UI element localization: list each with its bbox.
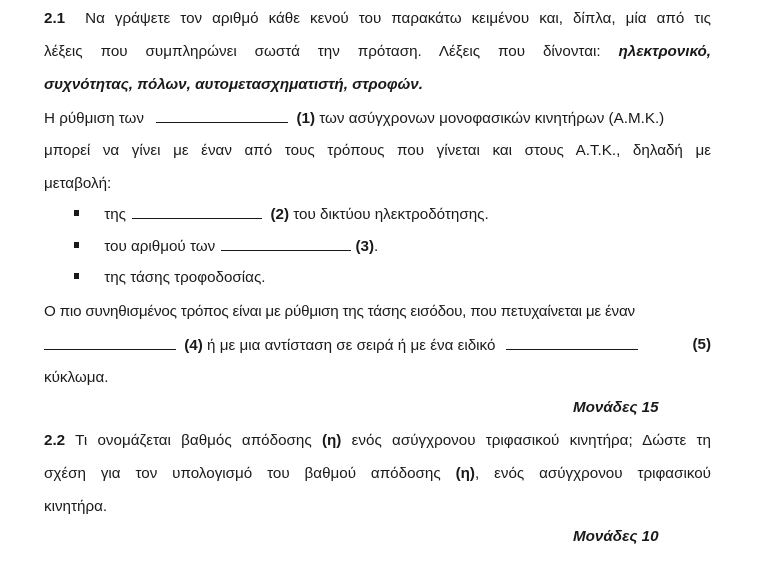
paragraph-line-1: Η ρύθμιση των (1) των ασύγχρονων μονοφασικών κινητήρων (Α.Μ.Κ.) (44, 110, 665, 127)
paragraph-line-2: μπορεί να γίνει με έναν από τους τρόπους που γίνεται και στους Α.Τ.Κ., δηλαδή με (44, 142, 711, 159)
bullet-item-3: της τάσης τροφοδοσίας. (74, 268, 266, 288)
blank-1 (156, 108, 288, 123)
paragraph-line-4: Ο πιο συνηθισμένος τρόπος είναι με ρύθμιση της τάσης εισόδου, που πετυχαίνεται με έναν (44, 303, 635, 320)
blank-3 (221, 236, 351, 251)
square-bullet-icon (74, 242, 79, 248)
blank-5 (506, 335, 638, 350)
given-words: ηλεκτρονικό, (618, 43, 711, 60)
bullet-item-2: του αριθμού των (3). (74, 236, 378, 257)
paragraph-line-3: μεταβολή: (44, 175, 112, 192)
q22-line-3: κινητήρα. (44, 498, 108, 515)
blank-4 (44, 335, 176, 350)
marks-10: Μονάδες 10 (573, 528, 659, 545)
q21-number: 2.1 (44, 10, 66, 27)
marks-15: Μονάδες 15 (573, 399, 659, 416)
bullet-item-1: της (2) του δικτύου ηλεκτροδότησης. (74, 204, 489, 225)
paragraph-line-5: (4) ή με μια αντίσταση σε σειρά ή με ένα ειδικό (5) (44, 335, 711, 356)
square-bullet-icon (74, 210, 79, 216)
q21-line-1: 2.1 Να γράψετε τον αριθμό κάθε κενού του παρακάτω κειμένου και, δίπλα, μία από τις (44, 10, 711, 27)
q21-line-3 (44, 75, 711, 95)
given-words-cont: συχνότητας, πόλων, αυτομετασχηματιστή, στροφών. (44, 76, 423, 93)
blank-2 (132, 204, 262, 219)
q22-line-2: σχέση για τον υπολογισμό του βαθμού απόδοσης (η), ενός ασύγχρονου τριφασικού (44, 465, 711, 482)
q21-line-2: λέξεις που συμπληρώνει σωστά την πρόταση. Λέξεις που δίνονται: ηλεκτρονικό, (44, 43, 711, 60)
paragraph-line-6: κύκλωμα. (44, 369, 109, 386)
square-bullet-icon (74, 273, 79, 279)
q22-number: 2.2 (44, 432, 66, 449)
q22-line-1: 2.2 Τι ονομάζεται βαθμός απόδοσης (η) ενός ασύγχρονου τριφασικού κινητήρα; Δώστε τη (44, 432, 711, 449)
